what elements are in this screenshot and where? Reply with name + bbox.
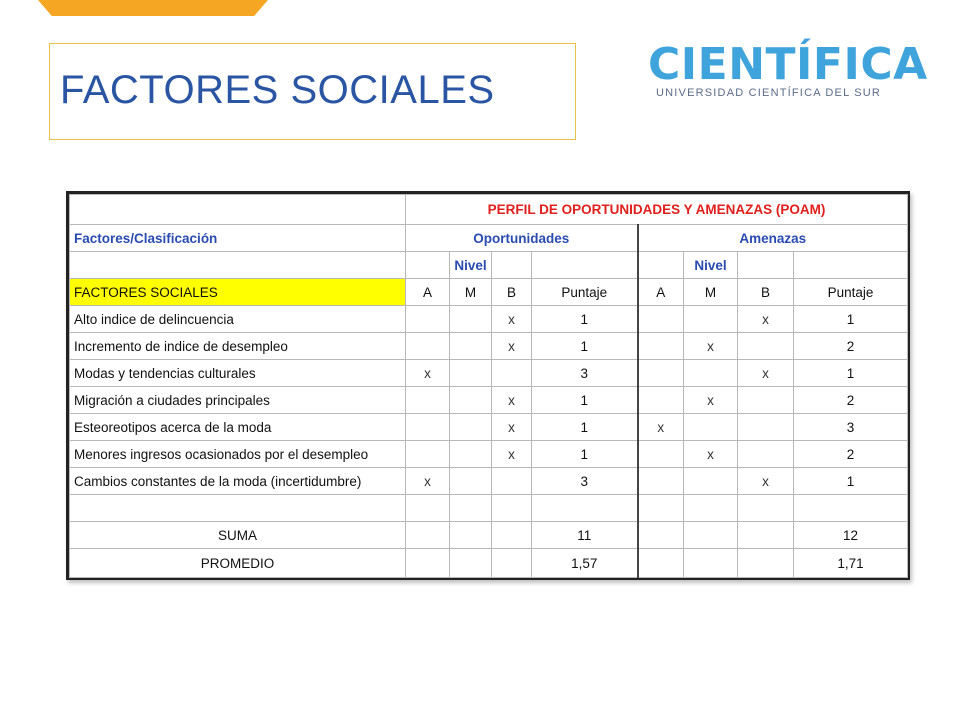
am-m-cell — [684, 468, 738, 495]
empty-cell — [450, 522, 492, 549]
am-col-b: B — [738, 279, 794, 306]
am-b-cell: x — [738, 306, 794, 333]
op-a-cell: x — [406, 468, 450, 495]
op-puntaje-cell: 1 — [532, 414, 638, 441]
op-a-cell — [406, 414, 450, 441]
poam-main-header: PERFIL DE OPORTUNIDADES Y AMENAZAS (POAM) — [406, 195, 908, 225]
am-m-cell: x — [684, 387, 738, 414]
factor-label: Incremento de indice de desempleo — [70, 333, 406, 360]
empty-cell — [684, 495, 738, 522]
empty-cell — [738, 522, 794, 549]
empty-cell — [684, 549, 738, 578]
university-logo — [648, 39, 928, 110]
am-col-a: A — [638, 279, 684, 306]
op-puntaje-cell: 1 — [532, 441, 638, 468]
op-col-m: M — [450, 279, 492, 306]
table-row — [70, 360, 908, 387]
am-puntaje-cell: 2 — [794, 441, 908, 468]
op-puntaje-cell: 3 — [532, 468, 638, 495]
am-puntaje-cell: 2 — [794, 387, 908, 414]
header-empty-cell — [70, 195, 406, 225]
empty-cell — [738, 495, 794, 522]
am-nivel-label: Nivel — [684, 252, 738, 279]
table-row — [70, 414, 908, 441]
table-row — [70, 441, 908, 468]
am-m-cell: x — [684, 441, 738, 468]
table-row — [70, 468, 908, 495]
op-col-a: A — [406, 279, 450, 306]
op-m-cell — [450, 306, 492, 333]
logo-subtitle: UNIVERSIDAD CIENTÍFICA DEL SUR — [656, 87, 882, 99]
empty-cell — [794, 252, 908, 279]
blank-row — [70, 495, 908, 522]
factor-label: Modas y tendencias culturales — [70, 360, 406, 387]
am-puntaje-cell: 1 — [794, 306, 908, 333]
empty-cell — [450, 549, 492, 578]
factor-label: Esteoreotipos acerca de la moda — [70, 414, 406, 441]
page-title: FACTORES SOCIALES — [60, 68, 495, 112]
empty-cell — [406, 252, 450, 279]
suma-op-value: 11 — [532, 522, 638, 549]
amenazas-header: Amenazas — [638, 225, 908, 252]
am-a-cell — [638, 387, 684, 414]
op-m-cell — [450, 414, 492, 441]
op-puntaje-cell: 3 — [532, 360, 638, 387]
section-label: FACTORES SOCIALES — [70, 279, 406, 306]
promedio-label: PROMEDIO — [70, 549, 406, 578]
op-puntaje-cell: 1 — [532, 333, 638, 360]
op-m-cell — [450, 468, 492, 495]
op-m-cell — [450, 360, 492, 387]
empty-cell — [684, 522, 738, 549]
am-b-cell: x — [738, 468, 794, 495]
poam-table-frame — [66, 191, 910, 580]
empty-cell — [492, 522, 532, 549]
op-b-cell: x — [492, 387, 532, 414]
am-a-cell — [638, 333, 684, 360]
empty-cell — [406, 495, 450, 522]
factor-label: Menores ingresos ocasionados por el desempleo — [70, 441, 406, 468]
op-a-cell — [406, 387, 450, 414]
op-nivel-label: Nivel — [450, 252, 492, 279]
factor-label: Cambios constantes de la moda (incertidumbre) — [70, 468, 406, 495]
empty-cell — [794, 495, 908, 522]
empty-cell — [532, 252, 638, 279]
am-m-cell — [684, 414, 738, 441]
op-a-cell: x — [406, 360, 450, 387]
empty-cell — [532, 495, 638, 522]
am-puntaje-cell: 1 — [794, 468, 908, 495]
promedio-am-value: 1,71 — [794, 549, 908, 578]
empty-cell — [492, 252, 532, 279]
op-b-cell — [492, 360, 532, 387]
op-col-puntaje: Puntaje — [532, 279, 638, 306]
title-box — [49, 43, 576, 140]
empty-cell — [638, 522, 684, 549]
table-row — [70, 387, 908, 414]
op-m-cell — [450, 387, 492, 414]
am-a-cell — [638, 441, 684, 468]
op-m-cell — [450, 333, 492, 360]
poam-table — [69, 194, 908, 578]
am-b-cell — [738, 414, 794, 441]
am-m-cell: x — [684, 333, 738, 360]
empty-cell — [406, 522, 450, 549]
am-puntaje-cell: 1 — [794, 360, 908, 387]
op-b-cell: x — [492, 441, 532, 468]
am-a-cell — [638, 360, 684, 387]
empty-cell — [738, 252, 794, 279]
table-row — [70, 333, 908, 360]
am-b-cell — [738, 441, 794, 468]
factor-label: Alto indice de delincuencia — [70, 306, 406, 333]
suma-label: SUMA — [70, 522, 406, 549]
promedio-row — [70, 549, 908, 578]
row-header-label: Factores/Clasificación — [70, 225, 406, 252]
am-col-puntaje: Puntaje — [794, 279, 908, 306]
empty-cell — [638, 252, 684, 279]
empty-cell — [638, 495, 684, 522]
empty-cell — [70, 252, 406, 279]
op-a-cell — [406, 306, 450, 333]
empty-cell — [738, 549, 794, 578]
logo-wordmark: CIENTÍFICA — [648, 39, 928, 90]
op-a-cell — [406, 441, 450, 468]
op-b-cell: x — [492, 306, 532, 333]
promedio-op-value: 1,57 — [532, 549, 638, 578]
am-a-cell — [638, 468, 684, 495]
empty-cell — [492, 549, 532, 578]
op-puntaje-cell: 1 — [532, 387, 638, 414]
op-m-cell — [450, 441, 492, 468]
table-row — [70, 306, 908, 333]
am-puntaje-cell: 3 — [794, 414, 908, 441]
op-b-cell: x — [492, 333, 532, 360]
op-puntaje-cell: 1 — [532, 306, 638, 333]
am-m-cell — [684, 360, 738, 387]
am-puntaje-cell: 2 — [794, 333, 908, 360]
am-b-cell — [738, 387, 794, 414]
empty-cell — [638, 549, 684, 578]
op-b-cell: x — [492, 414, 532, 441]
top-accent-bar — [38, 0, 268, 16]
am-a-cell — [638, 306, 684, 333]
op-b-cell — [492, 468, 532, 495]
suma-row — [70, 522, 908, 549]
empty-cell — [450, 495, 492, 522]
suma-am-value: 12 — [794, 522, 908, 549]
empty-cell — [70, 495, 406, 522]
am-a-cell: x — [638, 414, 684, 441]
am-b-cell: x — [738, 360, 794, 387]
empty-cell — [406, 549, 450, 578]
factor-label: Migración a ciudades principales — [70, 387, 406, 414]
op-col-b: B — [492, 279, 532, 306]
op-a-cell — [406, 333, 450, 360]
am-m-cell — [684, 306, 738, 333]
oportunidades-header: Oportunidades — [406, 225, 638, 252]
am-b-cell — [738, 333, 794, 360]
am-col-m: M — [684, 279, 738, 306]
empty-cell — [492, 495, 532, 522]
